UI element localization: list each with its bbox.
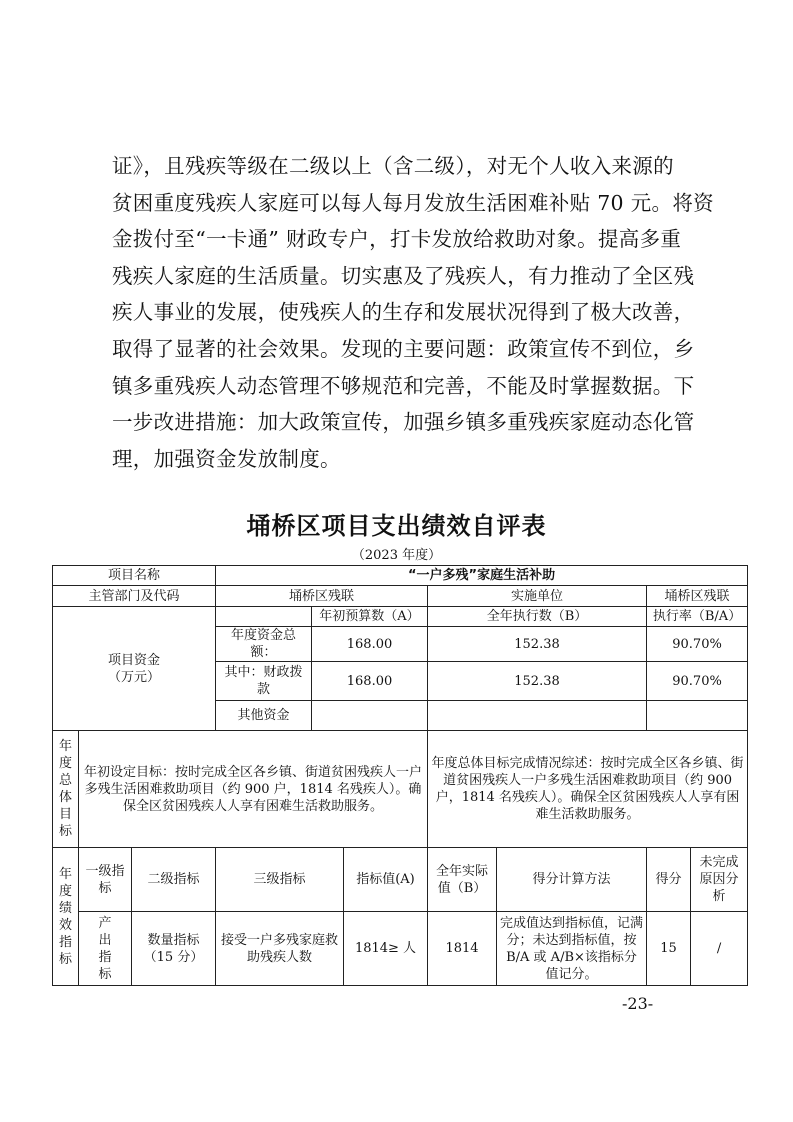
r-score: 15 [647, 912, 691, 986]
r-target: 1814≥ 人 [344, 912, 428, 986]
table-subtitle: （2023 年度） [351, 548, 442, 563]
goal-initial: 年初设定目标：按时完成全区各乡镇、街道贫困残疾人一户多残生活困难救助项目（约 900 户，1814 名残疾人）。确保全区贫困残疾人人享有困难生活救助服务。 [79, 731, 428, 848]
other-rate [647, 701, 748, 731]
paragraph-line: 残疾人家庭的生活质量。切实惠及了残疾人，有力推动了全区残 [112, 263, 695, 288]
other-actual [428, 701, 647, 731]
col-rate-header: 执行率（B/A） [647, 607, 748, 627]
goal-completion: 年度总体目标完成情况综述：按时完成全区各乡镇、街道贫困残疾人一户多残生活困难救助项目（约 900 户，1814 名残疾人）。确保全区贫困残疾人人享有困难生活救助服务。 [428, 731, 748, 848]
table-row [53, 848, 748, 912]
total-label: 年度资金总额： [216, 627, 312, 662]
project-name-label: 项目名称 [53, 566, 216, 586]
other-budget [312, 701, 428, 731]
goal-side-label-text: 年度总体目标 [58, 739, 72, 839]
paragraph-line: 取得了显著的社会效果。发现的主要问题：政策宣传不到位，乡 [112, 336, 695, 361]
fiscal-rate: 90.70% [647, 662, 748, 701]
dept-value: 埇桥区残联 [216, 586, 428, 607]
r-method: 完成值达到指标值，记满分；未达到指标值，按 B/A 或 A/B×该指标分值记分。 [497, 912, 647, 986]
paragraph-line: 一步改进措施：加大政策宣传，加强乡镇多重残疾家庭动态化管 [112, 410, 695, 435]
paragraph-line: 金拨付至“一卡通” 财政专户，打卡发放给救助对象。提高多重 [112, 227, 682, 252]
goal-side-label [53, 731, 79, 848]
fiscal-label: 其中：财政拨款 [216, 662, 312, 701]
h-target: 指标值(A) [344, 848, 428, 912]
h-reason: 未完成原因分析 [691, 848, 748, 912]
table-row [53, 566, 748, 586]
page-number: -23- [622, 994, 654, 1013]
r-level1 [79, 912, 132, 986]
h-level1: 一级指标 [79, 848, 132, 912]
evaluation-table [52, 565, 748, 986]
paragraph-line: 贫困重度残疾人家庭可以每人每月发放生活困难补贴 70 元。将资 [112, 190, 714, 215]
h-score: 得分 [647, 848, 691, 912]
body-paragraph [112, 148, 714, 477]
impl-label: 实施单位 [428, 586, 647, 607]
paragraph-line: 疾人事业的发展，使残疾人的生存和发展状况得到了极大改善， [112, 300, 695, 325]
funds-label [53, 607, 216, 731]
other-label: 其他资金 [216, 701, 312, 731]
col-actual-header: 全年执行数（B） [428, 607, 647, 627]
table-title: 埇桥区项目支出绩效自评表 [246, 512, 547, 540]
perf-side-label [53, 848, 79, 986]
total-actual: 152.38 [428, 627, 647, 662]
impl-value: 埇桥区残联 [647, 586, 748, 607]
h-level3: 三级指标 [216, 848, 344, 912]
paragraph-line: 镇多重残疾人动态管理不够规范和完善，不能及时掌握数据。下 [112, 373, 695, 398]
paragraph-line: 理，加强资金发放制度。 [112, 446, 341, 471]
table-row [53, 912, 748, 986]
empty-cell [216, 607, 312, 627]
table-row [53, 586, 748, 607]
h-actual: 全年实际值（B） [428, 848, 497, 912]
table-row [53, 731, 748, 848]
perf-side-label-text: 年度绩效指标 [58, 866, 72, 967]
fiscal-budget: 168.00 [312, 662, 428, 701]
col-budget-header: 年初预算数（A） [312, 607, 428, 627]
h-level2: 二级指标 [132, 848, 216, 912]
table-row [53, 607, 748, 627]
r-reason: / [691, 912, 748, 986]
project-name-value: “一户多残”家庭生活补助 [216, 566, 748, 586]
total-budget: 168.00 [312, 627, 428, 662]
r-actual: 1814 [428, 912, 497, 986]
dept-label: 主管部门及代码 [53, 586, 216, 607]
paragraph-line: 证》，且残疾等级在二级以上（含二级），对无个人收入来源的 [112, 154, 674, 178]
h-method: 得分计算方法 [497, 848, 647, 912]
fiscal-actual: 152.38 [428, 662, 647, 701]
r-level3: 接受一户多残家庭救助残疾人数 [216, 912, 344, 986]
r-level1-text: 产出指标 [98, 915, 112, 982]
total-rate: 90.70% [647, 627, 748, 662]
funds-label-text: 项目资金（万元） [107, 652, 160, 685]
r-level2: 数量指标（15 分） [132, 912, 216, 986]
